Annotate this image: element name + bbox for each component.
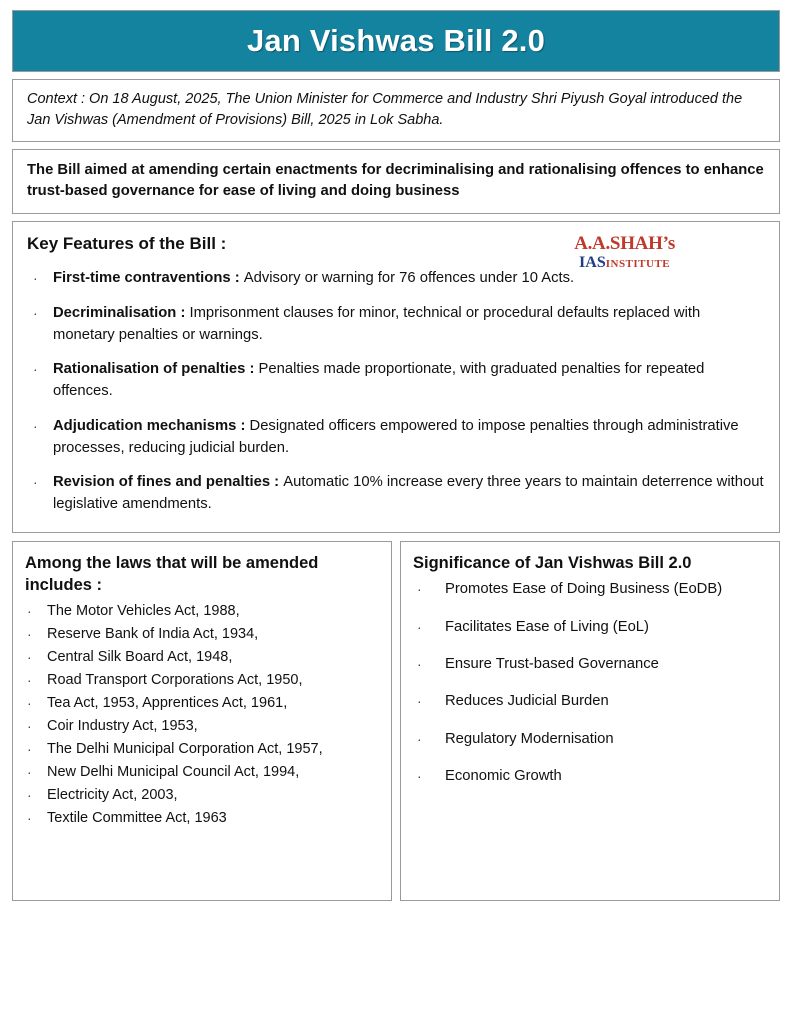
list-item xyxy=(25,762,379,783)
document-title-bar xyxy=(12,10,780,72)
list-item xyxy=(25,647,379,668)
law-text: Textile Committee Act, 1963 xyxy=(47,810,227,827)
significance-text: Regulatory Modernisation xyxy=(445,730,614,747)
feature-text: Penalties made proportionate, with graduated penalties for repeated offences. xyxy=(53,361,705,400)
list-item xyxy=(27,303,765,347)
bullet-icon: · xyxy=(27,695,32,712)
list-item xyxy=(25,601,379,622)
feature-lead: Rationalisation of penalties : xyxy=(53,361,259,378)
significance-text: Promotes Ease of Doing Business (EoDB) xyxy=(445,581,723,598)
logo-institute-text: INSTITUTE xyxy=(605,258,671,271)
law-text: Coir Industry Act, 1953, xyxy=(47,718,198,735)
list-item xyxy=(413,691,767,712)
list-item xyxy=(25,739,379,760)
list-item xyxy=(413,766,767,787)
bullet-icon: · xyxy=(27,672,32,689)
bullet-icon: · xyxy=(33,417,38,434)
context-box xyxy=(12,79,780,142)
feature-text: Advisory or warning for 76 offences under 10 Acts. xyxy=(243,270,575,287)
significance-box xyxy=(400,541,780,901)
law-text: The Motor Vehicles Act, 1988, xyxy=(47,603,240,620)
list-item xyxy=(25,670,379,691)
key-features-list xyxy=(27,268,765,516)
list-item xyxy=(25,808,379,829)
list-item xyxy=(27,359,765,403)
amended-laws-box xyxy=(12,541,392,901)
context-text: Context : On 18 August, 2025, The Union Minister for Commerce and Industry Shri Piyush Goyal introduced the Jan Vishwas (Amendment of Provisions) Bill, 2025 in Lok Sabha. xyxy=(27,91,743,129)
bullet-icon: · xyxy=(27,626,32,643)
bullet-icon: · xyxy=(33,304,38,321)
page-title: Jan Vishwas Bill 2.0 xyxy=(246,23,546,58)
law-text: New Delhi Municipal Council Act, 1994, xyxy=(47,764,300,781)
feature-lead: Decriminalisation : xyxy=(53,304,190,321)
list-item xyxy=(25,716,379,737)
list-item xyxy=(27,472,765,516)
significance-text: Reduces Judicial Burden xyxy=(445,693,609,710)
law-text: Road Transport Corporations Act, 1950, xyxy=(47,672,303,689)
key-features-heading: Key Features of the Bill : xyxy=(27,234,227,254)
bullet-icon: · xyxy=(27,718,32,735)
aim-box xyxy=(12,149,780,214)
bullet-icon: · xyxy=(27,649,32,666)
feature-lead: First-time contraventions : xyxy=(53,270,244,287)
bullet-icon: · xyxy=(33,270,38,287)
law-text: Tea Act, 1953, Apprentices Act, 1961, xyxy=(47,695,288,712)
feature-text: Designated officers empowered to impose penalties through administrative processes, reducing judicial burden. xyxy=(53,417,739,456)
list-item xyxy=(413,729,767,750)
law-text: Reserve Bank of India Act, 1934, xyxy=(47,626,259,643)
bullet-icon: · xyxy=(33,474,38,491)
logo-name-text: A.A.SHAH’s xyxy=(574,233,675,255)
amended-laws-heading: Among the laws that will be amended includes : xyxy=(25,553,319,595)
bullet-icon: · xyxy=(417,581,422,598)
list-item xyxy=(25,785,379,806)
list-item xyxy=(27,416,765,460)
bullet-icon: · xyxy=(27,741,32,758)
list-item xyxy=(27,268,765,290)
bullet-icon: · xyxy=(417,618,422,635)
law-text: The Delhi Municipal Corporation Act, 1957, xyxy=(47,741,323,758)
bullet-icon: · xyxy=(417,693,422,710)
list-item xyxy=(25,693,379,714)
bullet-icon: · xyxy=(27,764,32,781)
feature-lead: Revision of fines and penalties : xyxy=(53,474,284,491)
amended-laws-list xyxy=(25,601,379,829)
list-item xyxy=(25,624,379,645)
bullet-icon: · xyxy=(27,787,32,804)
list-item xyxy=(413,654,767,675)
significance-text: Ensure Trust-based Governance xyxy=(445,655,659,672)
bullet-icon: · xyxy=(417,730,422,747)
bottom-columns xyxy=(12,541,780,901)
feature-text: Imprisonment clauses for minor, technical or procedural defaults replaced with monetary penalties or warnings. xyxy=(53,304,701,343)
feature-text: Automatic 10% increase every three years to maintain deterrence without legislative amendments. xyxy=(53,474,764,513)
key-features-box xyxy=(12,221,780,533)
list-item xyxy=(413,579,767,600)
bullet-icon: · xyxy=(417,768,422,785)
significance-list xyxy=(413,579,767,788)
institute-logo xyxy=(574,234,675,271)
aim-text: The Bill aimed at amending certain enactments for decriminalising and rationalising offences to enhance trust-based governance for ease of living and doing business xyxy=(27,162,764,200)
significance-text: Economic Growth xyxy=(445,768,562,785)
feature-lead: Adjudication mechanisms : xyxy=(53,417,250,434)
bullet-icon: · xyxy=(33,361,38,378)
law-text: Central Silk Board Act, 1948, xyxy=(47,649,233,666)
law-text: Electricity Act, 2003, xyxy=(47,787,178,804)
bullet-icon: · xyxy=(27,603,32,620)
significance-text: Facilitates Ease of Living (EoL) xyxy=(445,618,649,635)
significance-heading: Significance of Jan Vishwas Bill 2.0 xyxy=(413,553,692,572)
list-item xyxy=(413,617,767,638)
logo-ias-text: IAS xyxy=(579,254,606,272)
bullet-icon: · xyxy=(417,655,422,672)
bullet-icon: · xyxy=(27,810,32,827)
